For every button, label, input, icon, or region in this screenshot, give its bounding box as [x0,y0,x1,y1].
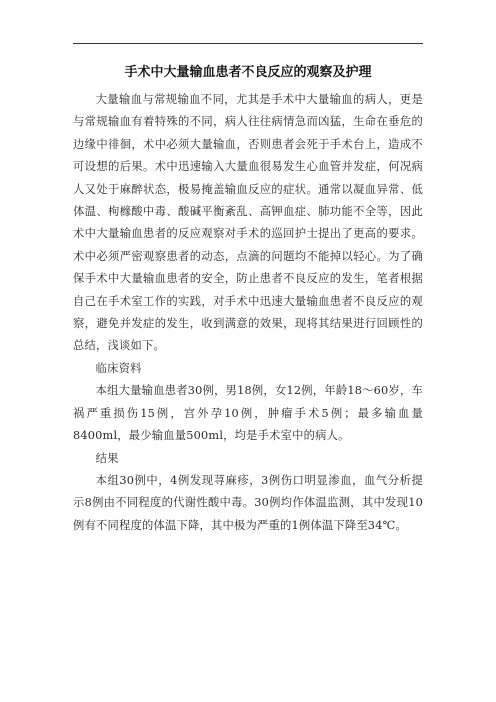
document-body [73,89,423,537]
document-title: 手术中大量输血患者不良反应的观察及护理 [124,65,372,80]
section-heading-clinical-data: 临床资料 [95,361,142,375]
intro-paragraph: 大量输血与常规输血不同，尤其是手术中大量输血的病人，更是与常规输血有着特殊的不同，病人往往病情急而凶猛，生命在垂危的边缘中徘徊，术中必须大量输血，否则患者会死于手术台上，造成不可设想的后果。术中迅速输入大量血很易发生心血管并发症，何况病人又处于麻醉状态，极易掩盖输血反应的症状。通常以凝血异常、低体温、枸橼酸中毒、酸碱平衡紊乱、高钾血症、肺功能不全等，因此术中大量输血患者的反应观察对手术的巡回护士提出了更高的要求。术中必须严密观察患者的动态，点滴的问题均不能掉以轻心。为了确保手术中大量输血患者的安全，防止患者不良反应的发生，笔者根据自己在手术室工作的实践，对手术中迅速大量输血患者不良反应的观察，避免并发症的发生，收到满意的效果，现将其结果进行回顾性的总结，浅谈如下。 [73,93,423,353]
clinical-data-paragraph: 本组大量输血患者30例，男18例，女12例，年龄18～60岁，车祸严重损伤15例，宫外孕10例，肿瘤手术5例；最多输血量8400ml，最少输血量500ml，均是手术室中的病人。 [73,384,423,443]
header-rule [73,43,423,44]
section-heading-results: 结果 [95,451,119,465]
results-paragraph: 本组30例中，4例发现荨麻疹，3例伤口明显渗血，血气分析提示8例由不同程度的代谢性酸中毒。30例均作体温监测，其中发现10例有不同程度的体温下降，其中极为严重的1例体温下降至34℃。 [73,473,423,532]
